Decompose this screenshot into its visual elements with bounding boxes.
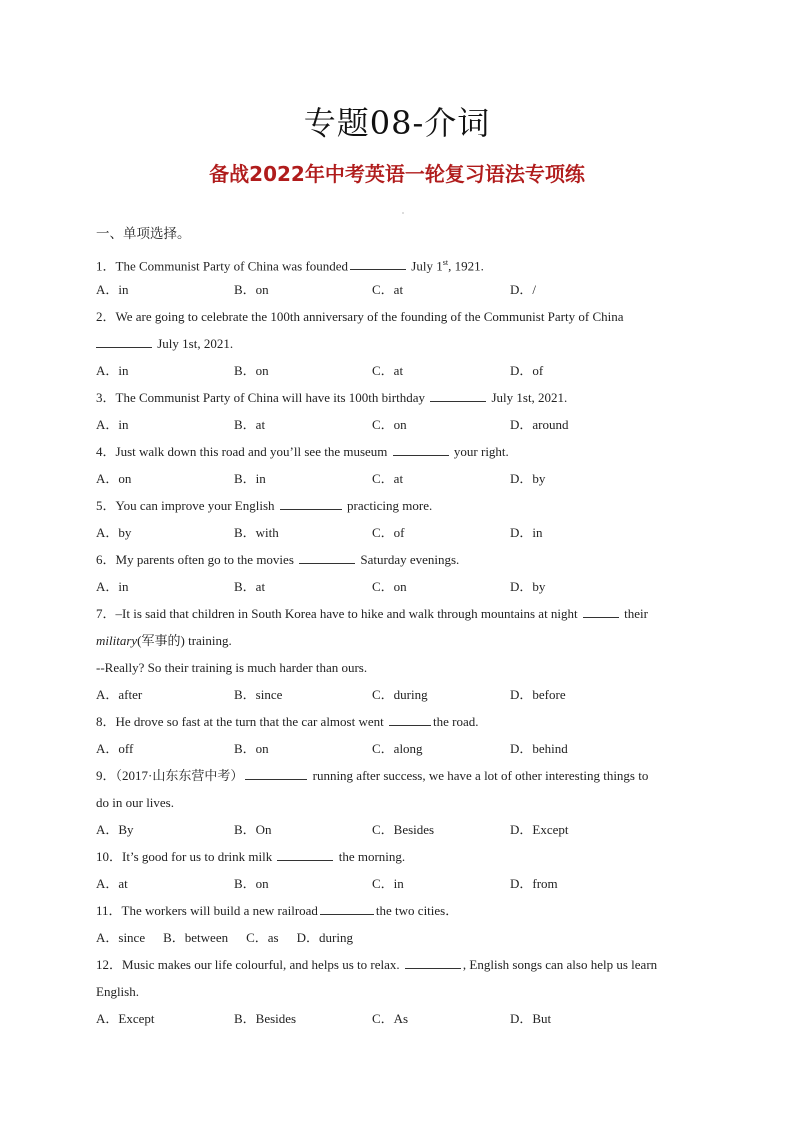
question-stem <box>96 492 706 519</box>
questions-container <box>96 249 706 1032</box>
answer-option[interactable]: B．between <box>163 930 229 945</box>
answer-option[interactable]: D．by <box>510 579 546 594</box>
answer-option[interactable]: B．on <box>234 876 269 891</box>
answer-option[interactable]: B．in <box>234 471 266 486</box>
question-item <box>96 843 706 897</box>
question-stem <box>96 708 706 735</box>
section-heading: 一、单项选择。 <box>96 226 191 242</box>
question-item <box>96 249 706 303</box>
question-text: （2017·山东东营中考） <box>115 768 244 783</box>
answer-option[interactable]: A．in <box>96 363 129 378</box>
question-item <box>96 762 706 843</box>
answer-blank <box>277 848 333 861</box>
question-text: We are going to celebrate the 100th anniversary of the founding of the Communist Party of China <box>115 309 624 324</box>
answer-option[interactable]: D．from <box>510 876 558 891</box>
answer-option[interactable]: B．on <box>234 363 269 378</box>
question-number: 4． <box>96 444 116 459</box>
question-text: The Communist Party of China will have its 100th birthday <box>115 390 429 405</box>
answer-blank <box>430 389 486 402</box>
answer-option[interactable]: A．in <box>96 282 129 297</box>
answer-options <box>96 681 706 708</box>
question-number: 7． <box>96 606 116 621</box>
question-stem <box>96 843 706 870</box>
question-number: 11． <box>96 903 122 918</box>
answer-option[interactable]: C．in <box>372 876 404 891</box>
question-stem <box>96 546 706 573</box>
question-text: You can improve your English <box>115 498 278 513</box>
question-list <box>96 223 706 1032</box>
question-text: July 1st, 2021. <box>154 336 234 351</box>
answer-options <box>96 519 706 546</box>
answer-blank <box>393 443 449 456</box>
question-text: It’s good for us to drink milk <box>122 849 276 864</box>
question-item <box>96 951 706 1032</box>
answer-options <box>96 465 706 492</box>
page-subtitle: 备战2022年中考英语一轮复习语法专项练 <box>209 162 585 186</box>
decorative-dot <box>402 212 404 214</box>
answer-options <box>96 411 706 438</box>
question-stem <box>96 438 706 465</box>
answer-option[interactable]: B．Besides <box>234 1011 297 1026</box>
answer-option[interactable]: B．with <box>234 525 279 540</box>
question-text: July 1 <box>408 258 443 274</box>
question-text: , 1921. <box>448 258 484 274</box>
question-text: The workers will build a new railroad <box>121 903 318 918</box>
question-item <box>96 600 706 708</box>
answer-option[interactable]: C．on <box>372 417 407 432</box>
answer-option[interactable]: D．/ <box>510 282 537 297</box>
answer-blank <box>389 713 431 726</box>
question-number: 5． <box>96 498 116 513</box>
answer-option[interactable]: A．since <box>96 930 146 945</box>
question-item <box>96 438 706 492</box>
answer-option[interactable]: C．at <box>372 363 404 378</box>
answer-options <box>96 870 706 897</box>
answer-blank <box>299 551 355 564</box>
answer-option[interactable]: C．as <box>246 930 279 945</box>
answer-option[interactable]: A．By <box>96 822 134 837</box>
answer-option[interactable]: D．But <box>510 1011 552 1026</box>
question-text: running after success, we have a lot of other interesting things to <box>309 768 649 783</box>
question-text: English. <box>96 984 139 999</box>
question-text: My parents often go to the movies <box>115 552 298 567</box>
question-number: 8． <box>96 714 116 729</box>
answer-option[interactable]: B．at <box>234 417 266 432</box>
answer-option[interactable]: D．before <box>510 687 566 702</box>
question-stem <box>96 600 706 627</box>
question-text: the morning. <box>335 849 406 864</box>
question-text: the road. <box>433 714 479 729</box>
answer-option[interactable]: D．by <box>510 471 546 486</box>
answer-option[interactable]: C．of <box>372 525 405 540</box>
answer-option[interactable]: C．As <box>372 1011 409 1026</box>
answer-blank <box>320 902 374 915</box>
answer-option[interactable]: A．in <box>96 417 129 432</box>
question-number: 10． <box>96 849 123 864</box>
answer-option[interactable]: D．Except <box>510 822 569 837</box>
answer-option[interactable]: A．after <box>96 687 143 702</box>
question-text: He drove so fast at the turn that the car almost went <box>115 714 387 729</box>
answer-options <box>96 357 706 384</box>
answer-options <box>96 1005 706 1032</box>
answer-option[interactable]: A．in <box>96 579 129 594</box>
answer-option[interactable]: A．at <box>96 876 128 891</box>
question-stem <box>96 897 706 924</box>
answer-option[interactable]: A．by <box>96 525 132 540</box>
answer-options <box>96 735 706 762</box>
question-continuation <box>96 789 706 816</box>
answer-blank <box>245 767 307 780</box>
question-text: Just walk down this road and you’ll see the museum <box>115 444 391 459</box>
answer-option[interactable]: B．since <box>234 687 283 702</box>
question-continuation <box>96 330 706 357</box>
question-stem <box>96 762 706 789</box>
question-continuation <box>96 627 706 654</box>
answer-option[interactable]: B．at <box>234 579 266 594</box>
question-text: Saturday evenings. <box>357 552 460 567</box>
question-text: Music makes our life colourful, and helps us to relax. <box>122 957 403 972</box>
question-number: 2． <box>96 309 116 324</box>
answer-blank <box>350 257 406 270</box>
question-stem <box>96 303 706 330</box>
question-item <box>96 384 706 438</box>
question-item <box>96 492 706 546</box>
answer-option[interactable]: D．during <box>296 930 353 945</box>
question-stem <box>96 951 706 978</box>
page-title: 专题08-介词 <box>303 104 491 142</box>
answer-blank <box>96 335 152 348</box>
question-text: practicing more. <box>343 498 433 513</box>
answer-blank <box>280 497 342 510</box>
question-text: –It is said that children in South Korea have to hike and walk through mountains at night <box>115 606 581 621</box>
answer-options <box>96 924 706 951</box>
question-number: 12． <box>96 957 123 972</box>
answer-option[interactable]: B．On <box>234 822 272 837</box>
question-text: July 1st, 2021. <box>488 390 568 405</box>
answer-options <box>96 816 706 843</box>
question-text: The Communist Party of China was founded <box>115 258 349 274</box>
answer-option[interactable]: A．off <box>96 741 134 756</box>
question-item <box>96 897 706 951</box>
question-number: 1． <box>96 258 116 274</box>
answer-option[interactable]: C．at <box>372 471 404 486</box>
answer-option[interactable]: D．of <box>510 363 544 378</box>
answer-option[interactable]: C．during <box>372 687 428 702</box>
question-text: (军事的) training. <box>137 633 232 648</box>
question-stem <box>96 249 706 276</box>
answer-option[interactable]: A．Except <box>96 1011 155 1026</box>
question-item <box>96 546 706 600</box>
question-dialogue: --Really? So their training is much harder than ours. <box>96 660 368 675</box>
answer-options <box>96 276 706 303</box>
superscript: st <box>442 258 449 267</box>
answer-option[interactable]: B．on <box>234 741 269 756</box>
question-text: their <box>620 606 648 621</box>
answer-option[interactable]: D．in <box>510 525 543 540</box>
answer-option[interactable]: A．on <box>96 471 132 486</box>
answer-option[interactable]: C．Besides <box>372 822 435 837</box>
question-stem <box>96 384 706 411</box>
question-text: the two cities． <box>375 903 459 918</box>
answer-option[interactable]: D．behind <box>510 741 568 756</box>
answer-option[interactable]: C．along <box>372 741 423 756</box>
question-text: your right. <box>450 444 509 459</box>
question-item <box>96 303 706 384</box>
answer-option[interactable]: D．around <box>510 417 569 432</box>
question-text: , English songs can also help us learn <box>462 957 658 972</box>
answer-option[interactable]: C．at <box>372 282 404 297</box>
answer-blank <box>583 605 619 618</box>
italic-word: military <box>96 633 138 648</box>
question-number: 3． <box>96 390 116 405</box>
question-number: 9． <box>96 768 116 783</box>
question-item <box>96 708 706 762</box>
answer-options <box>96 573 706 600</box>
question-text: do in our lives. <box>96 795 174 810</box>
answer-blank <box>405 956 461 969</box>
answer-option[interactable]: B．on <box>234 282 269 297</box>
question-number: 6． <box>96 552 116 567</box>
question-continuation <box>96 978 706 1005</box>
answer-option[interactable]: C．on <box>372 579 407 594</box>
